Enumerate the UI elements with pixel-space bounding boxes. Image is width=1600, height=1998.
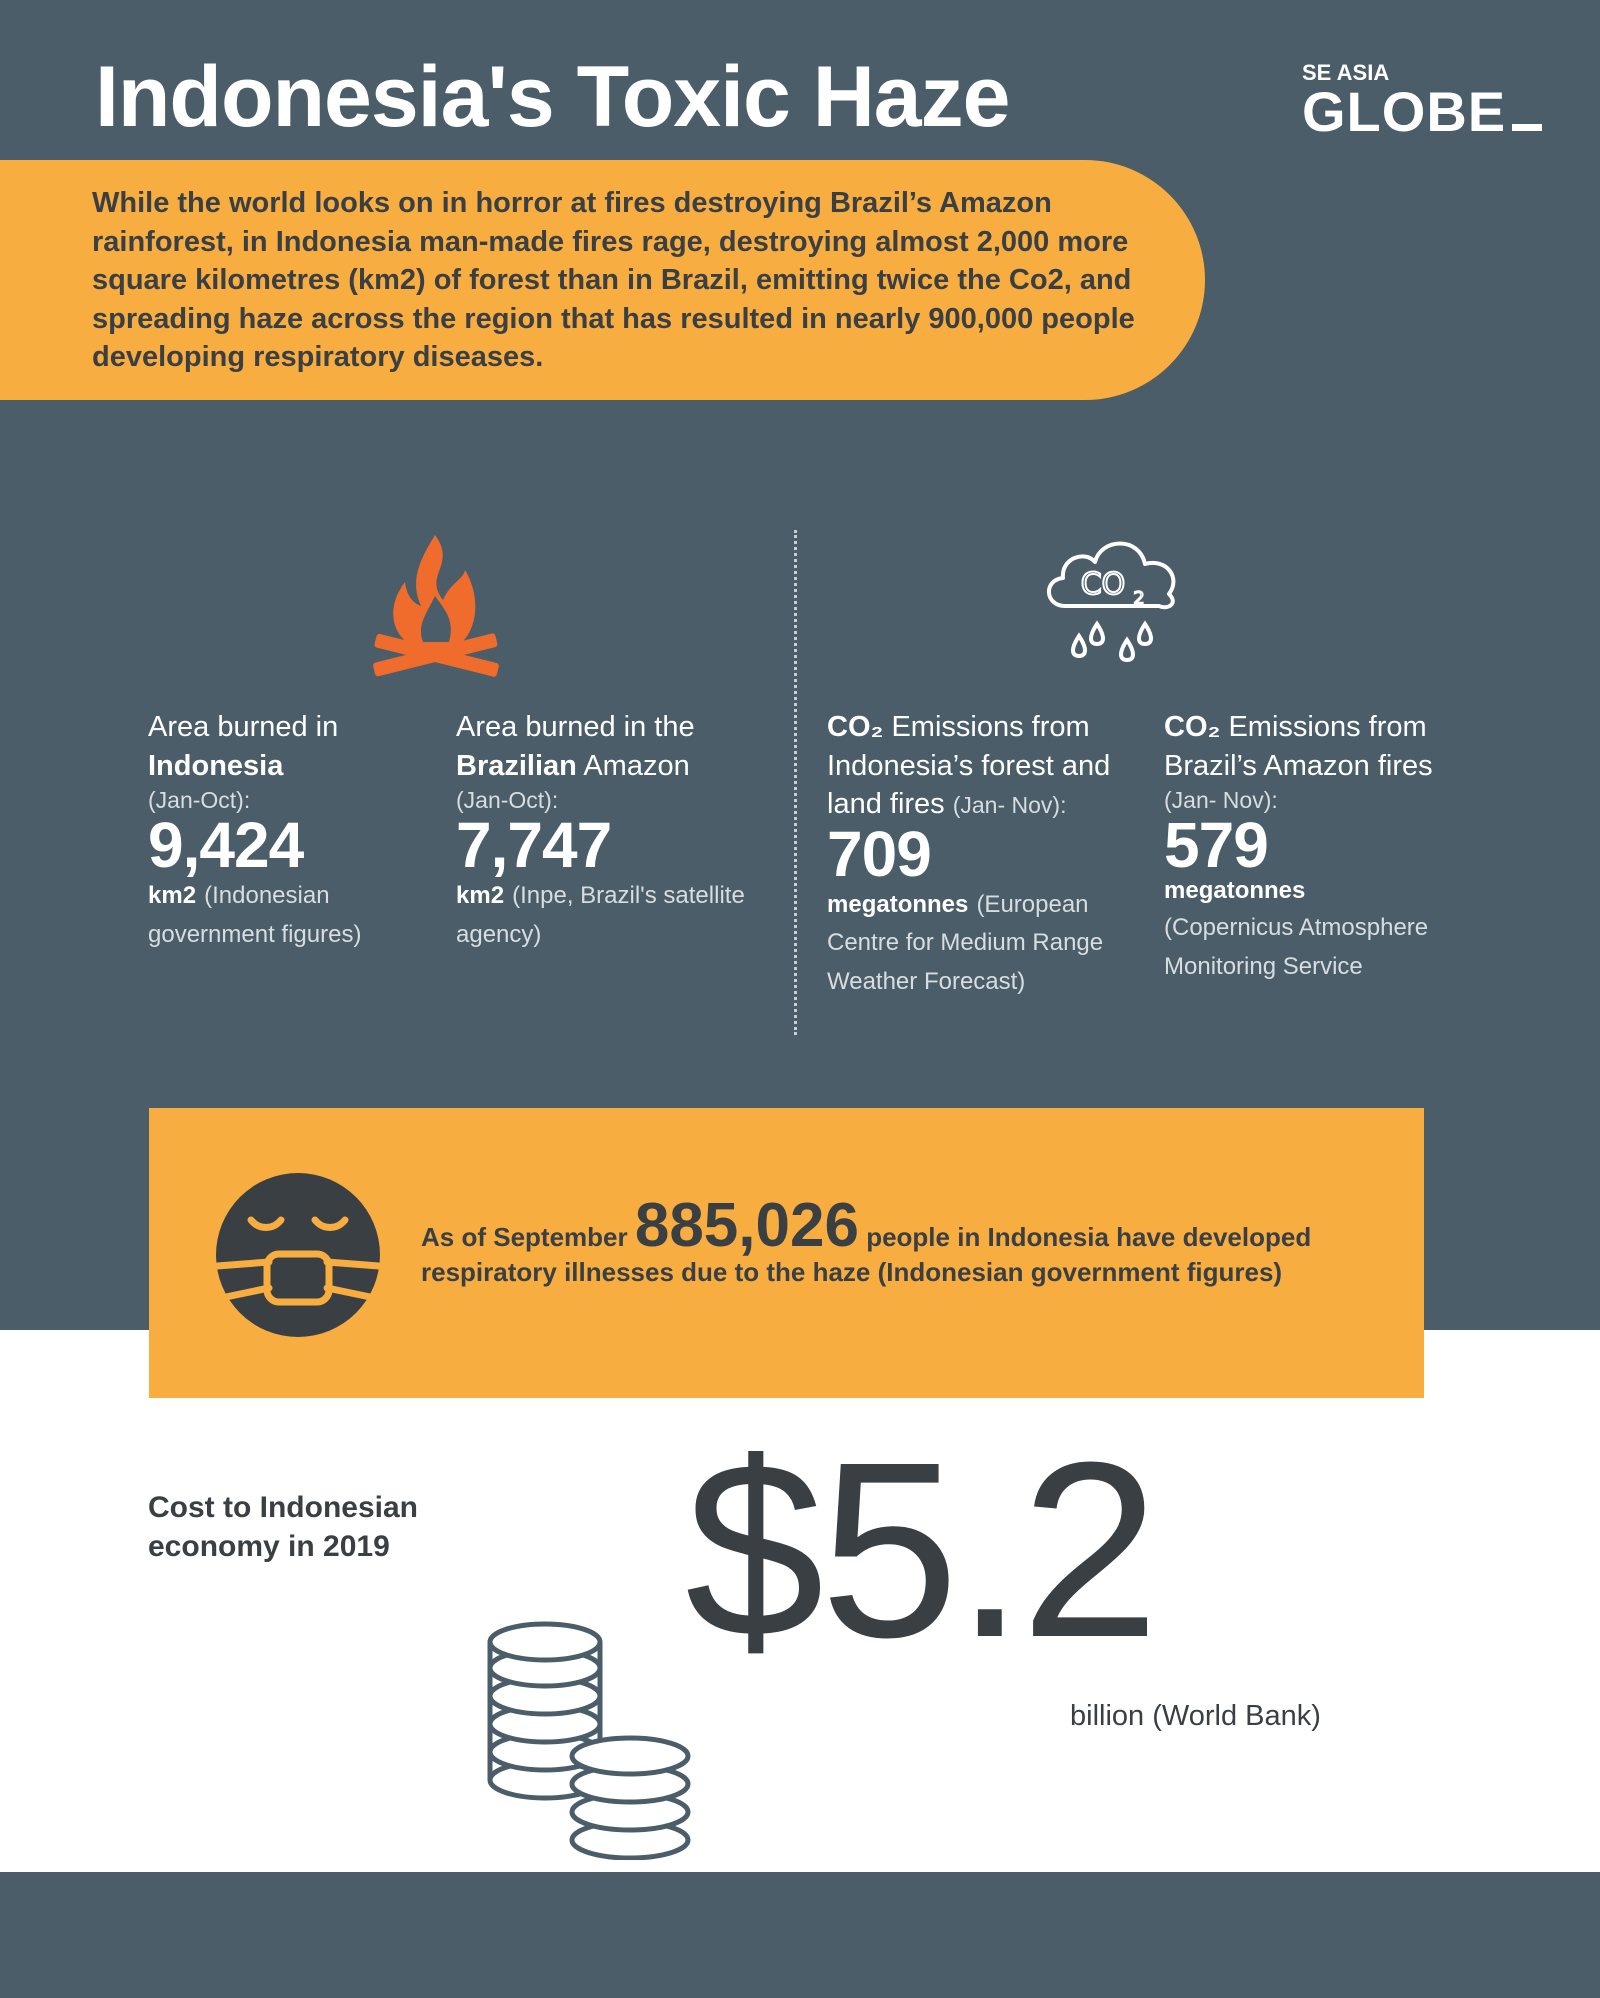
stat-period: (Jan-Oct): [148,787,251,813]
logo-main-text: GLOBE [1302,80,1507,143]
stat-value: 709 [827,817,931,890]
stat-bold: CO₂ [827,711,884,743]
bottom-band [0,1872,1600,1998]
logo-top-text: SE ASIA [1302,60,1390,85]
cost-amount: $5.2 [685,1410,1156,1689]
logo [1302,60,1542,143]
stat-bold: CO₂ [1164,711,1221,743]
stat-indonesia-area [148,708,438,952]
page-title: Indonesia's Toxic Haze [95,49,1010,145]
stat-unit: megatonnes [827,890,969,918]
haze-suffix: people in Indonesia have developed respiratory illnesses due to the haze (Indonesian government figures) [421,1222,1312,1287]
stat-brazil-co2 [1164,708,1464,984]
cost-label: Cost to Indonesian economy in 2019 [148,1491,418,1563]
haze-text [421,1191,1381,1288]
cost-unit: billion (World Bank) [1070,1700,1321,1732]
haze-callout [149,1108,1424,1398]
stat-lead: Emissions from Brazil’s Amazon fires [1164,711,1433,782]
stat-value: 7,747 [456,809,612,881]
stat-unit: megatonnes [1164,877,1306,904]
intro-banner [0,160,1205,400]
stat-indonesia-co2 [827,708,1137,999]
stat-value: 9,424 [148,809,304,881]
logo-cursor-bar [1512,124,1542,131]
svg-text:2: 2 [1133,588,1145,609]
stat-source: (Indonesian government figures) [148,882,362,948]
svg-text:CO: CO [1080,567,1126,602]
stat-period: (Jan- Nov): [952,792,1067,818]
stat-source: (Copernicus Atmosphere Monitoring Service [1164,914,1429,980]
stat-lead: Area burned in the [456,711,695,743]
stat-tail: Amazon [583,749,690,782]
stat-bold: Brazilian [456,749,577,782]
stat-value: 579 [1164,809,1268,881]
column-divider [794,530,797,1035]
coin-stacks-icon [480,1620,700,1865]
stat-period: (Jan- Nov): [1164,787,1278,813]
stat-period: (Jan-Oct): [456,787,559,813]
stat-unit: km2 [148,882,197,909]
stat-lead: Area burned in [148,711,339,743]
stat-source: (Inpe, Brazil's satellite agency) [456,882,745,948]
stat-source: (European Centre for Medium Range Weather Forecast) [827,890,1104,995]
face-mask-icon [213,1170,383,1345]
co2-cloud-icon [1035,528,1185,683]
campfire-icon [365,530,505,695]
stat-brazil-area [456,708,776,952]
haze-number: 885,026 [634,1191,859,1260]
stat-unit: km2 [456,882,505,909]
stat-bold: Indonesia [148,749,284,782]
haze-prefix: As of September [421,1222,628,1252]
stat-lead: Emissions from Indonesia’s forest and land fires [827,711,1111,820]
intro-text: While the world looks on in horror at fires destroying Brazil’s Amazon rainforest, in Indonesia man-made fires rage, destroying almost 2,000 more square kilometres (km2) of forest than in Brazil, emitting twice the Co2, and spreading haze across the region that has resulted in nearly 900,000 people developing respiratory diseases. [92,187,1135,373]
